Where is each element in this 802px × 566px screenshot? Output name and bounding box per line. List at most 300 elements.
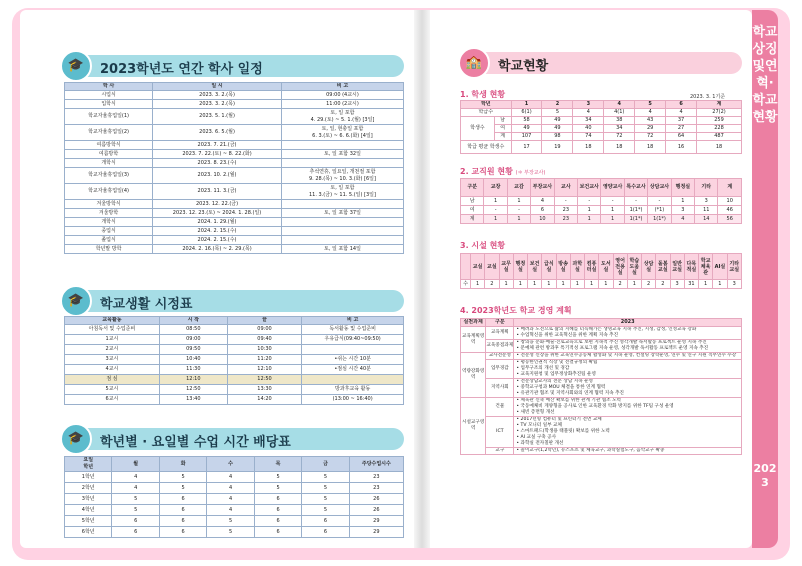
timetable-cell: 6교시 [65,395,160,405]
students-cell: 4 [666,109,697,117]
staff-cell: - [648,197,671,206]
hours-cell: 6 [159,505,206,516]
calendar-row [65,218,404,227]
hours-cell: 6 [302,516,349,527]
students-cell: 49 [542,117,573,125]
column-header: 수 [207,457,254,472]
staff-cell: 1 [507,197,530,206]
column-header: 교사 [554,179,577,197]
hours-cell: 6학년 [65,527,112,538]
facilities-cell: 1 [570,280,584,289]
students-cell: 29 [635,125,666,133]
column-header: 계 [697,101,742,109]
column-header: 목 [254,457,301,472]
calendar-cell: 2023. 12. 22.(금) [153,200,282,209]
students-cell: 18 [697,141,742,154]
staff-cell: 1(1*) [624,206,647,215]
timetable-cell: 12:50 [227,375,302,385]
calendar-row [65,168,404,184]
column-header: 부장교사 [531,179,554,197]
students-cell: 남 [494,117,511,125]
column-header: AI실 [713,254,727,280]
timetable-cell: 13:40 [159,395,227,405]
timetable-cell: 14:20 [227,395,302,405]
staff-cell: 1(1*) [624,215,647,224]
calendar-cell: 토, 일 포함 32일 [281,150,403,159]
hours-cell: 4 [207,472,254,483]
timetable-cell: 독서활동 및 수업준비 [302,325,404,335]
hours-cell: 5 [302,483,349,494]
timetable-cell: 5교시 [65,385,160,395]
plan-row [461,340,742,353]
calendar-title: 2023학년도 연간 학사 일정 [100,62,263,77]
calendar-header-row [65,83,404,91]
plan-cell: 지역사회 [486,379,514,398]
hours-title: 학년별 · 요일별 수업 시간 배당표 [100,435,291,450]
staff-cell: 23 [554,215,577,224]
hours-cell: 4 [207,483,254,494]
column-header: 컴퓨터실 [585,254,599,280]
calendar-cell: 학년말 방학 [65,245,153,254]
calendar-cell: 2024. 2. 15.(수) [153,227,282,236]
hours-cell: 29 [349,516,403,527]
column-header: 2023 [514,319,742,327]
staff-title-line [460,166,545,177]
students-cell: 58 [511,117,542,125]
hours-cell: 6 [112,516,159,527]
students-cell: 27(2) [697,109,742,117]
staff-cell: - [507,206,530,215]
hours-row [65,505,404,516]
plan-cell: 교육계획영역 [461,327,486,353]
staff-cell: 1 [671,197,694,206]
timetable-row [65,335,404,345]
hours-cell: 6 [254,527,301,538]
facilities-cell: 1 [713,280,727,289]
graduation-cap-icon: 🎓 [60,285,92,317]
staff-row [461,206,742,215]
calendar-cell: 토, 일 포함 4. 29.(토) ~ 5. 1.(월) [3일] [281,109,403,125]
timetable-cell: 09:00 [227,325,302,335]
timetable-title: 학교생활 시정표 [100,297,193,312]
calendar-cell: 2023. 3. 2.(목) [153,91,282,100]
hours-cell: 6 [254,505,301,516]
facilities-cell: 1 [542,280,556,289]
staff-cell: 3 [695,197,718,206]
hours-cell: 5 [254,472,301,483]
calendar-cell: 2023. 6. 5.(월) [153,125,282,141]
staff-cell: - [578,197,601,206]
column-header: 방송실 [556,254,570,280]
hours-cell: 5 [159,483,206,494]
students-cell: 49 [511,125,542,133]
students-cell: 학급수 [461,109,512,117]
staff-cell: 4 [671,215,694,224]
students-cell: 19 [542,141,573,154]
hours-corner [65,457,112,472]
hours-header [64,428,404,450]
column-header: 비 고 [302,317,404,325]
calendar-cell: 겨울방학 [65,209,153,218]
column-header: 도서실 [599,254,613,280]
timetable-cell: 09:00 [159,335,227,345]
staff-cell: 3 [671,206,694,215]
calendar-cell: 2023. 3. 2.(목) [153,100,282,109]
calendar-cell: 졸업식 [65,236,153,245]
hours-row [65,527,404,538]
calendar-cell: 여름방학 [65,150,153,159]
timetable-cell: 11:20 [227,355,302,365]
students-cell: 4(1) [604,109,635,117]
timetable-cell: 우유급식(09:40~09:50) [302,335,404,345]
column-header: 행정실 [513,254,527,280]
timetable-cell: •점심 시간 40분 [302,365,404,375]
staff-row [461,215,742,224]
calendar-cell: 2023. 7. 22.(토) ~ 8. 22.(화) [153,150,282,159]
plan-row [461,353,742,360]
calendar-cell: 2023. 5. 1.(월) [153,109,282,125]
hours-cell: 1학년 [65,472,112,483]
students-row [461,109,742,117]
calendar-cell: 학교자율휴업일(1) [65,109,153,125]
facilities-table [460,253,742,289]
plan-cell: • 배려과 도전으로 삶의 지혜를 터득해가는 생명교육 지속 추진, 지성, 감성, 인성교육 강화 • 수업혁신을 위한 교육혁신을 위한 계획 지속 추진 [514,327,742,340]
plan-header-row [461,319,742,327]
column-header: 학 사 [65,83,153,91]
timetable-cell: 12:10 [227,365,302,375]
column-header: 과학실 [570,254,584,280]
column-header: 실천과제 [461,319,486,327]
calendar-cell: 추석연휴, 일요일, 개천절 포함 9. 28.(목) ~ 10. 3.(화) [6일] [281,168,403,184]
timetable-row [65,355,404,365]
calendar-cell [281,218,403,227]
column-header: 구분 [461,179,484,197]
timetable-cell: (13:00 ~ 16:40) [302,395,404,405]
hours-cell: 5 [302,472,349,483]
hours-cell: 4 [112,472,159,483]
plan-cell: • 체육관 신축 예산 확보를 위한 관계 기관 협조 노력 • 국동예체비 게양형을 공사로 인한 교육환경 악화 방지를 위한 TF팀 구성 운영 • 새빈 층면형 개선 [514,398,742,417]
calendar-row [65,125,404,141]
column-header: 6 [666,101,697,109]
staff-cell: 계 [461,215,484,224]
students-cell: 16 [666,141,697,154]
plan-cell: 교육중점과제 [486,340,514,353]
corner-top-label: 요일 [83,457,94,463]
timetable-row [65,395,404,405]
timetable-row [65,325,404,335]
students-cell: 107 [511,133,542,141]
hours-cell: 3학년 [65,494,112,505]
timetable-cell: 09:50 [159,345,227,355]
facilities-header-row [461,254,742,280]
hours-cell: 4 [207,494,254,505]
facilities-cell: 3 [727,280,742,289]
calendar-row [65,159,404,168]
staff-cell: 1 [484,197,507,206]
timetable-row [65,375,404,385]
column-header: 교감 [507,179,530,197]
plan-row [461,448,742,455]
timetable-row [65,345,404,355]
plan-cell: 업무경감 [486,360,514,379]
students-cell: 72 [604,133,635,141]
spine [414,10,430,548]
timetable-cell: 10:40 [159,355,227,365]
plan-cell: • 전문상담교사의 전문 상담 지속 운영 • 중학교구청과 MOU 체결을 통한 연계 협력 • 유관기관 협조 및 지역사회와의 연계 협력 지속 추진 [514,379,742,398]
students-cell: 37 [666,117,697,125]
hours-cell: 23 [349,472,403,483]
column-header: 4 [604,101,635,109]
students-cell: 38 [604,117,635,125]
students-cell: 64 [666,133,697,141]
plan-cell: • 2017년형 컴퓨터 및 프린터기 전면 교체 • TV 모니터 일부 교체 • 스마트패드(학생용 태블릿) 확보를 위한 노력 • AI 교실 구축 공사 • 과학실 전자칠판 개선 [514,417,742,448]
students-cell: 17 [511,141,542,154]
hours-row [65,516,404,527]
column-header: 5 [635,101,666,109]
students-cell: 49 [542,125,573,133]
students-cell: 43 [635,117,666,125]
staff-cell: 남 [461,197,484,206]
staff-cell: - [554,197,577,206]
column-header: 상담교사 [648,179,671,197]
row-label: 수 [461,280,471,289]
calendar-row [65,184,404,200]
column-header: 교실 [471,254,485,280]
calendar-cell: 2023. 12. 23.(토) ~ 2024. 1. 28.(일) [153,209,282,218]
facilities-row [461,280,742,289]
staff-cell: 10 [531,215,554,224]
staff-cell: 10 [718,197,742,206]
column-header: 다목적실 [684,254,698,280]
hours-row [65,494,404,505]
students-cell: 계 [494,133,511,141]
plan-cell: ICT [486,417,514,448]
staff-cell: 14 [695,215,718,224]
timetable-header-row [65,317,404,325]
students-cell: 487 [697,133,742,141]
calendar-cell [281,227,403,236]
hours-cell: 26 [349,505,403,516]
calendar-cell: 11:00 (2교시) [281,100,403,109]
staff-cell: 1 [507,215,530,224]
facilities-cell: 1 [528,280,542,289]
calendar-row [65,209,404,218]
timetable-cell: 점 심 [65,375,160,385]
calendar-cell [281,159,403,168]
column-header: 돌봄교실 [656,254,670,280]
plan-cell: • 창의융 문화·예술·진로교육으로 보편 지속적 추진 성각개발 독서활동 프로젝트 운영 지속 추진 • 문예체 관련 방과후 특기적성 프로그램 지속 운영, 성각개발 독서활동 프로젝트 운영 지속 추진 [514,340,742,353]
column-header: 상담실 [642,254,656,280]
hours-cell: 5 [302,505,349,516]
students-cell: 18 [604,141,635,154]
column-header: 교무실 [499,254,513,280]
timetable-cell: 10:30 [227,345,302,355]
calendar-cell: 2023. 11. 3.(금) [153,184,282,200]
calendar-cell: 종업식 [65,227,153,236]
plan-table [460,318,742,455]
staff-cell: 6 [531,206,554,215]
facilities-cell: 1 [513,280,527,289]
calendar-cell: 입학식 [65,100,153,109]
calendar-cell: 토, 일 포함 14일 [281,245,403,254]
students-table [460,100,742,154]
staff-cell: 23 [554,206,577,215]
staff-cell: 11 [695,206,718,215]
staff-cell: 1 [578,215,601,224]
students-title: 1. 학생 현황 [460,90,506,99]
graduation-cap-icon: 🎓 [60,423,92,455]
calendar-row [65,100,404,109]
calendar-cell [281,200,403,209]
students-header-row [461,101,742,109]
graduation-cap-icon: 🎓 [60,50,92,82]
students-cell: 98 [542,133,573,141]
timetable-table [64,316,404,405]
calendar-row [65,245,404,254]
grade-label: 학년 [461,101,512,109]
facilities-cell: 2 [613,280,627,289]
hours-cell: 4학년 [65,505,112,516]
facilities-cell: 31 [684,280,698,289]
plan-cell: 역량강화영역 [461,353,486,398]
hours-row [65,472,404,483]
plan-row [461,360,742,379]
column-header: 학습도움실 [627,254,641,280]
students-cell: 18 [635,141,666,154]
students-cell: 74 [573,133,604,141]
students-cell: 여 [494,125,511,133]
staff-row [461,197,742,206]
plan-cell: 교육계획 [486,327,514,340]
facilities-cell: 1 [499,280,513,289]
column-header: 기타교실 [727,254,742,280]
column-header: 3 [573,101,604,109]
column-header: 보건실 [528,254,542,280]
calendar-cell: 토, 일 포함 37일 [281,209,403,218]
hours-cell: 6 [159,527,206,538]
hours-cell: 5학년 [65,516,112,527]
calendar-row [65,150,404,159]
column-header: 영어전용실 [613,254,627,280]
staff-cell: 1 [484,215,507,224]
calendar-cell: 겨울방학식 [65,200,153,209]
column-header: 월 [112,457,159,472]
hours-cell: 5 [207,527,254,538]
timetable-cell: 1교시 [65,335,160,345]
section-tab-year: 2023 [753,462,777,489]
hours-table [64,456,404,538]
hours-cell: 23 [349,483,403,494]
students-cell: 27 [666,125,697,133]
timetable-cell: 09:40 [227,335,302,345]
hours-cell: 4 [207,505,254,516]
students-row [461,133,742,141]
facilities-cell: 1 [556,280,570,289]
calendar-cell: 2024. 2. 16.(목) ~ 2. 29.(목) [153,245,282,254]
column-header: 일반교실 [670,254,684,280]
column-header: 보건교사 [578,179,601,197]
facilities-title: 3. 시설 현황 [460,241,506,250]
plan-cell: 건물 [486,398,514,417]
students-row [461,141,742,154]
timetable-cell: 12:10 [159,375,227,385]
facilities-cell: 1 [599,280,613,289]
hours-cell: 6 [159,494,206,505]
students-cell: 259 [697,117,742,125]
column-header: 비 고 [281,83,403,91]
hours-cell: 6 [254,516,301,527]
calendar-cell: 학교자율휴업일(3) [65,168,153,184]
timetable-cell: 방과후교육 활동 [302,385,404,395]
students-cell: 72 [635,133,666,141]
calendar-cell [281,236,403,245]
timetable-cell [302,375,404,385]
facilities-cell: 3 [670,280,684,289]
calendar-cell: 09:00 (4교시) [281,91,403,100]
plan-cell: • 평등한인권적 직장 및 전결규정의 확립 • 업무구조의 개선 및 경감 • 교육지원청 및 업무정상화추진팀 운영 [514,360,742,379]
students-row [461,117,742,125]
hours-cell: 5 [207,516,254,527]
calendar-cell: 2024. 1. 29.(월) [153,218,282,227]
hours-header-row [65,457,404,472]
hours-cell: 4 [112,483,159,494]
column-header: 급식실 [542,254,556,280]
hours-cell: 29 [349,527,403,538]
students-cell: 학생수 [461,117,495,141]
students-cell: 40 [573,125,604,133]
hours-cell: 5 [112,505,159,516]
status-header [460,52,742,74]
calendar-row [65,109,404,125]
column-header: 계 [718,179,742,197]
students-cell: 4 [635,109,666,117]
plan-title: 4. 2023학년도 학교 경영 계획 [460,306,572,315]
column-header: 끝 [227,317,302,325]
timetable-cell: 11:30 [159,365,227,375]
calendar-row [65,200,404,209]
calendar-cell: 학교자율휴업일(4) [65,184,153,200]
section-tab-text: 학교상징및연혁·학교현황 [752,25,778,125]
students-cell: 4 [573,109,604,117]
staff-cell: (*1) [648,206,671,215]
plan-cell: • 전문성 신장을 위한 교육연수공동체 활성화 및 지속 운영, 컨설팅 장학운영, 연수 및 연구 지원 직무연수 수강 [514,353,742,360]
column-header: 화 [159,457,206,472]
calendar-cell: 2023. 10. 2.(월) [153,168,282,184]
plan-cell: • 놀이교구(1,2학년), 뉴스포츠 및 체육교구, 과학실험도구, 음악교구 확충 [514,448,742,455]
staff-header-row [461,179,742,197]
corner-bottom-label: 학년 [83,464,94,470]
facilities-cell: 1 [471,280,485,289]
timetable-cell: •쉬는 시간 10분 [302,355,404,365]
calendar-row [65,141,404,150]
plan-cell: 교사전문성 [486,353,514,360]
timetable-cell: 4교시 [65,365,160,375]
staff-note: (＊ 부장교사) [515,170,546,176]
staff-cell: 46 [718,206,742,215]
timetable-cell [302,345,404,355]
timetable-row [65,385,404,395]
hours-cell: 2학년 [65,483,112,494]
staff-cell: 여 [461,206,484,215]
hours-cell: 6 [159,516,206,527]
facilities-cell: 2 [485,280,499,289]
hours-cell: 6 [254,494,301,505]
timetable-row [65,365,404,375]
calendar-cell: 여름방학식 [65,141,153,150]
calendar-cell: 시업식 [65,91,153,100]
students-cell: 6(1) [511,109,542,117]
column-header: 교장 [484,179,507,197]
